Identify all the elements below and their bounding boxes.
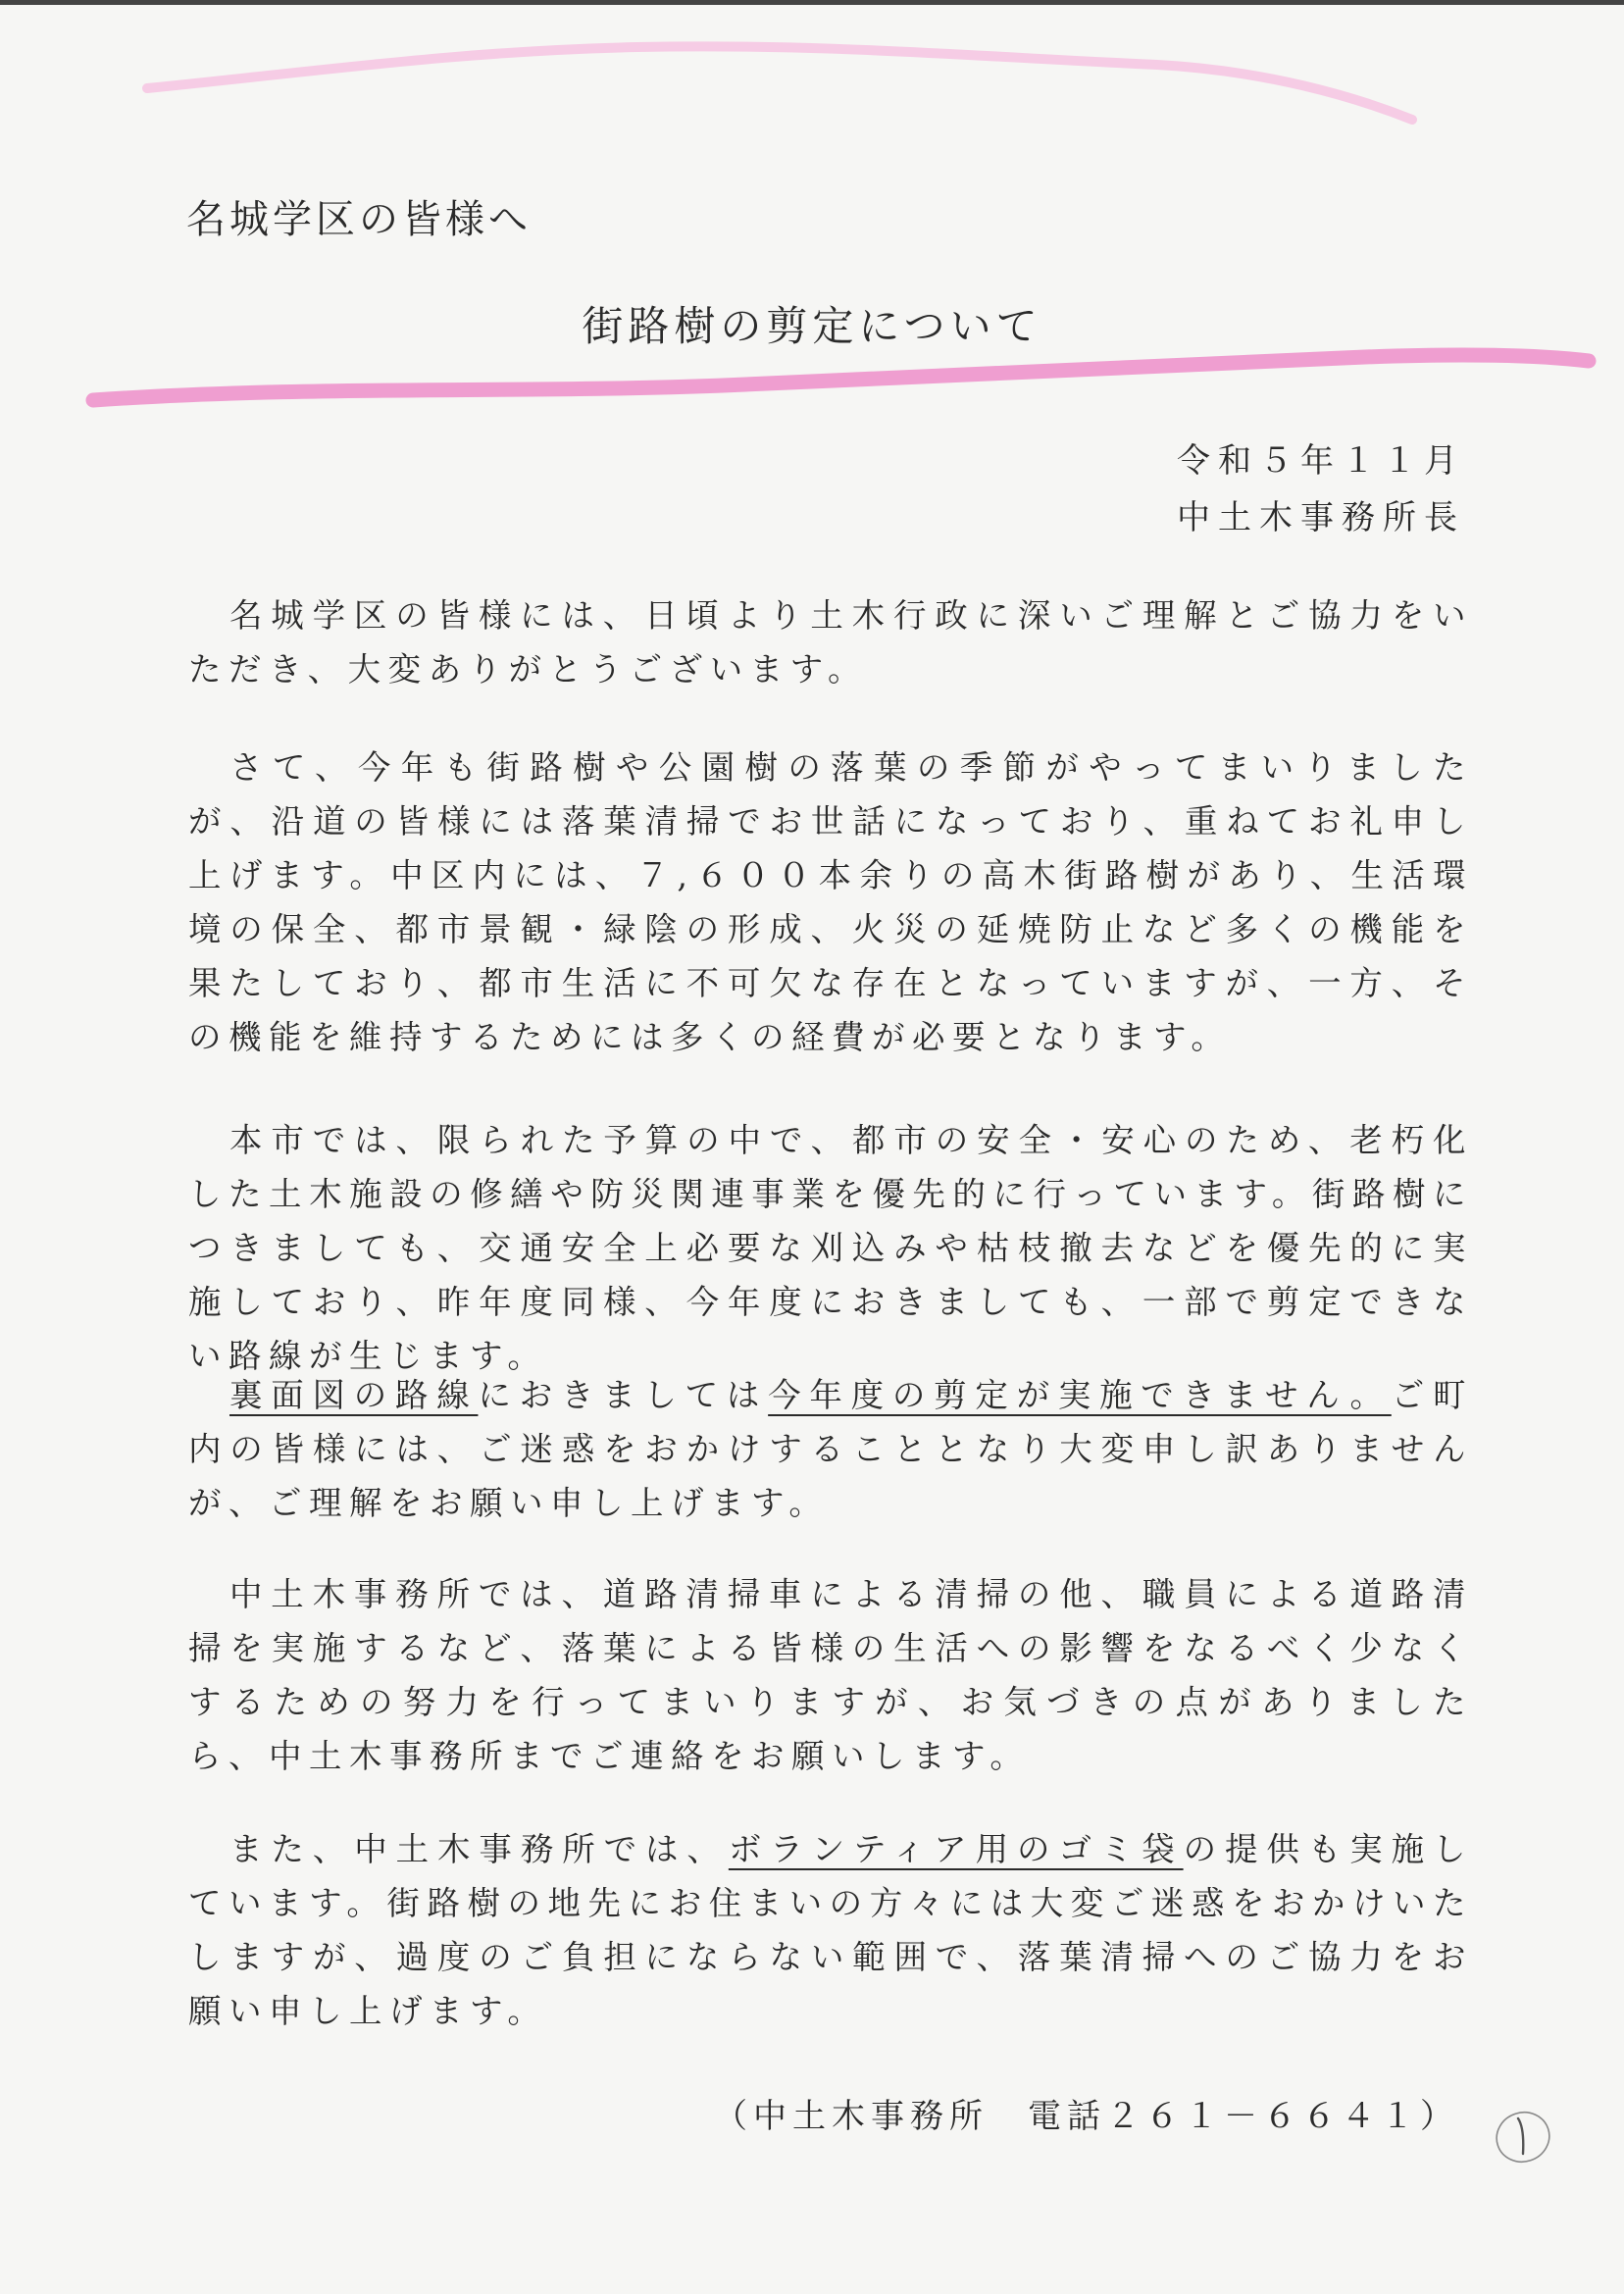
paragraph-street-cleaning: 中土木事務所では、道路清掃車による清掃の他、職員による道路清掃を実施するなど、落葉による皆様の生活への影響をなるべく少なくするための努力を行ってまいりますが、お気づきの点がありましたら、中土木事務所までご連絡をお願いします。 xyxy=(188,1575,1473,1775)
letter-date: 令和５年１１月 xyxy=(1177,441,1465,481)
paragraph-street-trees: さて、今年も街路樹や公園樹の落葉の季節がやってまいりましたが、沿道の皆様には落葉清掃でお世話になっており、重ねてお礼申し上げます。中区内には、７,６００本余りの高木街路樹があり、生活環境の保全、都市景観・緑陰の形成、火災の延焼防止など多くの機能を果たしており、都市生活に不可欠な存在となっていますが、一方、その機能を維持するためには多くの経費が必要となります。 xyxy=(188,748,1473,1056)
underlined-route-map: 裏面図の路線 xyxy=(229,1376,479,1414)
text-segment: また、中土木事務所では、 xyxy=(229,1830,729,1868)
paragraph-no-pruning xyxy=(188,1368,1473,1530)
paragraph-greeting: 名城学区の皆様には、日頃より土木行政に深いご理解とご協力をいただき、大変ありがとうございます。 xyxy=(188,596,1473,688)
letter-title: 街路樹の剪定について xyxy=(582,302,1042,350)
text-segment: におきましては xyxy=(478,1376,769,1414)
pink-top-stroke xyxy=(147,46,1412,120)
handwritten-page-number xyxy=(1493,2107,1553,2167)
underlined-no-pruning-notice: 今年度の剪定が実施できません。 xyxy=(768,1376,1392,1414)
text-segment: ご町内の皆様には、ご迷惑をおかけすることとなり大変申し訳ありませんが、ご理解をお願い申し上げます。 xyxy=(188,1376,1474,1522)
paragraph-budget: 本市では、限られた予算の中で、都市の安全・安心のため、老朽化した土木施設の修繕や防災関連事業を優先的に行っています。街路樹につきましても、交通安全上必要な刈込みや枯枝撤去などを優先的に実施しており、昨年度同様、今年度におきましても、一部で剪定できない路線が生じます。 xyxy=(188,1121,1473,1375)
text-segment: の提供も実施しています。街路樹の地先にお住まいの方々には大変ご迷惑をおかけいたしますが、過度のご負担にならない範囲で、落葉清掃へのご協力をお願い申し上げます。 xyxy=(188,1830,1474,2030)
paragraph-volunteer-bags xyxy=(188,1822,1473,2038)
pink-title-stroke xyxy=(93,355,1589,400)
contact-phone: （中土木事務所 電話２６１－６６４１） xyxy=(714,2097,1459,2136)
underlined-volunteer-bags: ボランティア用のゴミ袋 xyxy=(728,1830,1184,1868)
sender-name: 中土木事務所長 xyxy=(1177,498,1465,537)
addressee-line: 名城学区の皆様へ xyxy=(186,197,532,242)
